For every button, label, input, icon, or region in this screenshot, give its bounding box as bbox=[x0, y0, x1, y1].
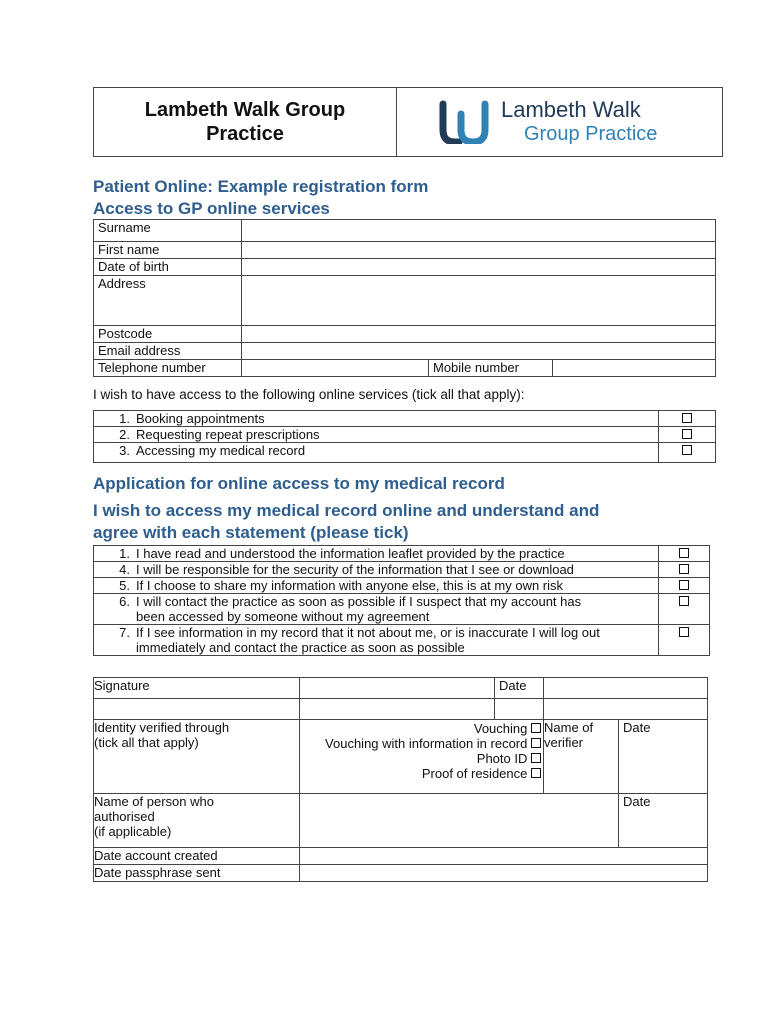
telephone-label: Telephone number bbox=[94, 360, 242, 377]
statement-label bbox=[94, 578, 659, 594]
statement-checkbox[interactable] bbox=[679, 627, 689, 637]
mobile-field[interactable] bbox=[553, 360, 716, 377]
statement-text-cont: immediately and contact the practice as soon as possible bbox=[136, 640, 465, 655]
service-text: Requesting repeat prescriptions bbox=[136, 427, 320, 442]
form-title bbox=[93, 176, 428, 220]
blank-cell bbox=[544, 699, 708, 720]
practice-name bbox=[94, 88, 397, 156]
service-row bbox=[94, 427, 716, 443]
service-checkbox-cell bbox=[659, 443, 716, 463]
logo-line1: Lambeth Walk bbox=[501, 97, 641, 122]
address-field[interactable] bbox=[242, 276, 716, 326]
statement-checkbox-cell bbox=[659, 578, 710, 594]
statement-number: 7. bbox=[119, 625, 130, 640]
authorised-line1: Name of person who bbox=[94, 794, 214, 809]
statement-number: 6. bbox=[119, 594, 130, 609]
address-label: Address bbox=[94, 276, 242, 326]
authorised-date-label: Date bbox=[619, 794, 708, 848]
dob-field[interactable] bbox=[242, 259, 716, 276]
date-label: Date bbox=[495, 678, 544, 699]
statement-checkbox[interactable] bbox=[679, 596, 689, 606]
record-heading bbox=[93, 473, 505, 495]
services-table bbox=[93, 410, 716, 463]
identity-label bbox=[94, 720, 300, 794]
telephone-field[interactable] bbox=[242, 360, 429, 377]
dob-label: Date of birth bbox=[94, 259, 242, 276]
form-title-line1: Patient Online: Example registration form bbox=[93, 177, 429, 196]
photo-id-checkbox[interactable] bbox=[531, 753, 541, 763]
identity-line1: Identity verified through bbox=[94, 720, 230, 735]
service-number: 3. bbox=[119, 443, 130, 458]
statement-text-cont: been accessed by someone without my agreement bbox=[136, 609, 430, 624]
surname-field[interactable] bbox=[242, 220, 716, 242]
verifier-date-label: Date bbox=[619, 720, 708, 794]
service-number: 2. bbox=[119, 427, 130, 442]
date-passphrase-label: Date passphrase sent bbox=[94, 865, 300, 882]
service-checkbox-cell bbox=[659, 411, 716, 427]
practice-name-line2: Practice bbox=[206, 123, 284, 145]
statement-number: 1. bbox=[119, 546, 130, 561]
identity-line2: (tick all that apply) bbox=[94, 735, 199, 750]
record-subheading bbox=[93, 500, 599, 544]
surname-label: Surname bbox=[94, 220, 242, 242]
statement-label bbox=[94, 625, 659, 656]
statement-label bbox=[94, 562, 659, 578]
proof-residence-checkbox[interactable] bbox=[531, 768, 541, 778]
authorised-line2: authorised bbox=[94, 809, 155, 824]
statements-table bbox=[93, 545, 710, 656]
statement-checkbox-cell bbox=[659, 625, 710, 656]
authorised-line3: (if applicable) bbox=[94, 824, 172, 839]
statement-checkbox[interactable] bbox=[679, 580, 689, 590]
service-text: Accessing my medical record bbox=[136, 443, 306, 458]
service-label bbox=[94, 411, 659, 427]
practice-name-line1: Lambeth Walk Group bbox=[144, 99, 346, 121]
identity-options bbox=[299, 720, 543, 794]
date-passphrase-field[interactable] bbox=[299, 865, 707, 882]
form-title-line2: Access to GP online services bbox=[93, 199, 330, 218]
logo-mark-icon bbox=[439, 100, 495, 144]
statement-row bbox=[94, 562, 710, 578]
statement-text: I will contact the practice as soon as possible if I suspect that my account has bbox=[136, 594, 582, 609]
statement-number: 5. bbox=[119, 578, 130, 593]
services-intro: I wish to have access to the following online services (tick all that apply): bbox=[93, 387, 525, 402]
blank-cell bbox=[299, 699, 494, 720]
statement-checkbox[interactable] bbox=[679, 564, 689, 574]
statement-checkbox-cell bbox=[659, 562, 710, 578]
vouching-info-label: Vouching with information in record bbox=[325, 736, 528, 751]
office-table bbox=[93, 677, 708, 882]
statement-row bbox=[94, 578, 710, 594]
statement-label bbox=[94, 594, 659, 625]
service-checkbox[interactable] bbox=[682, 429, 692, 439]
vouching-label: Vouching bbox=[473, 721, 528, 736]
service-row bbox=[94, 411, 716, 427]
logo-line2: Group Practice bbox=[524, 123, 658, 145]
blank-cell bbox=[495, 699, 544, 720]
photo-id-label: Photo ID bbox=[476, 751, 528, 766]
proof-residence-label: Proof of residence bbox=[421, 766, 528, 781]
service-number: 1. bbox=[119, 411, 130, 426]
record-subheading-line1: I wish to access my medical record online and understand and bbox=[93, 501, 600, 520]
statement-row bbox=[94, 546, 710, 562]
statement-row bbox=[94, 625, 710, 656]
date-field[interactable] bbox=[544, 678, 708, 699]
service-label bbox=[94, 427, 659, 443]
record-subheading-line2: agree with each statement (please tick) bbox=[93, 523, 409, 542]
service-checkbox[interactable] bbox=[682, 413, 692, 423]
email-field[interactable] bbox=[242, 343, 716, 360]
postcode-field[interactable] bbox=[242, 326, 716, 343]
date-account-field[interactable] bbox=[299, 848, 707, 865]
statement-checkbox-cell bbox=[659, 594, 710, 625]
mobile-label: Mobile number bbox=[429, 360, 553, 377]
service-text: Booking appointments bbox=[136, 411, 265, 426]
statement-checkbox[interactable] bbox=[679, 548, 689, 558]
logo bbox=[397, 88, 722, 156]
first-name-label: First name bbox=[94, 242, 242, 259]
statement-text: I will be responsible for the security of the information that I see or download bbox=[136, 562, 574, 577]
date-account-label: Date account created bbox=[94, 848, 300, 865]
personal-details-table bbox=[93, 219, 716, 377]
header-box bbox=[93, 87, 723, 157]
authorised-field[interactable] bbox=[299, 794, 618, 848]
authorised-label bbox=[94, 794, 300, 848]
vouching-info-checkbox[interactable] bbox=[531, 738, 541, 748]
email-label: Email address bbox=[94, 343, 242, 360]
service-label bbox=[94, 443, 659, 463]
first-name-field[interactable] bbox=[242, 242, 716, 259]
service-row bbox=[94, 443, 716, 463]
statement-checkbox-cell bbox=[659, 546, 710, 562]
logo-text bbox=[501, 98, 657, 146]
service-checkbox-cell bbox=[659, 427, 716, 443]
vouching-checkbox[interactable] bbox=[531, 723, 541, 733]
statement-text: I have read and understood the information leaflet provided by the practice bbox=[136, 546, 565, 561]
service-checkbox[interactable] bbox=[682, 445, 692, 455]
name-of-label: Name of bbox=[544, 720, 594, 735]
signature-label: Signature bbox=[94, 678, 300, 699]
record-heading-text: Application for online access to my medical record bbox=[93, 474, 505, 493]
statement-number: 4. bbox=[119, 562, 130, 577]
verifier-label bbox=[544, 720, 619, 794]
signature-field[interactable] bbox=[299, 678, 494, 699]
statement-text: If I see information in my record that it not about me, or is inaccurate I will log out bbox=[136, 625, 600, 640]
statement-label bbox=[94, 546, 659, 562]
postcode-label: Postcode bbox=[94, 326, 242, 343]
blank-cell bbox=[94, 699, 300, 720]
verifier-text: verifier bbox=[544, 735, 584, 750]
statement-text: If I choose to share my information with anyone else, this is at my own risk bbox=[136, 578, 564, 593]
statement-row bbox=[94, 594, 710, 625]
